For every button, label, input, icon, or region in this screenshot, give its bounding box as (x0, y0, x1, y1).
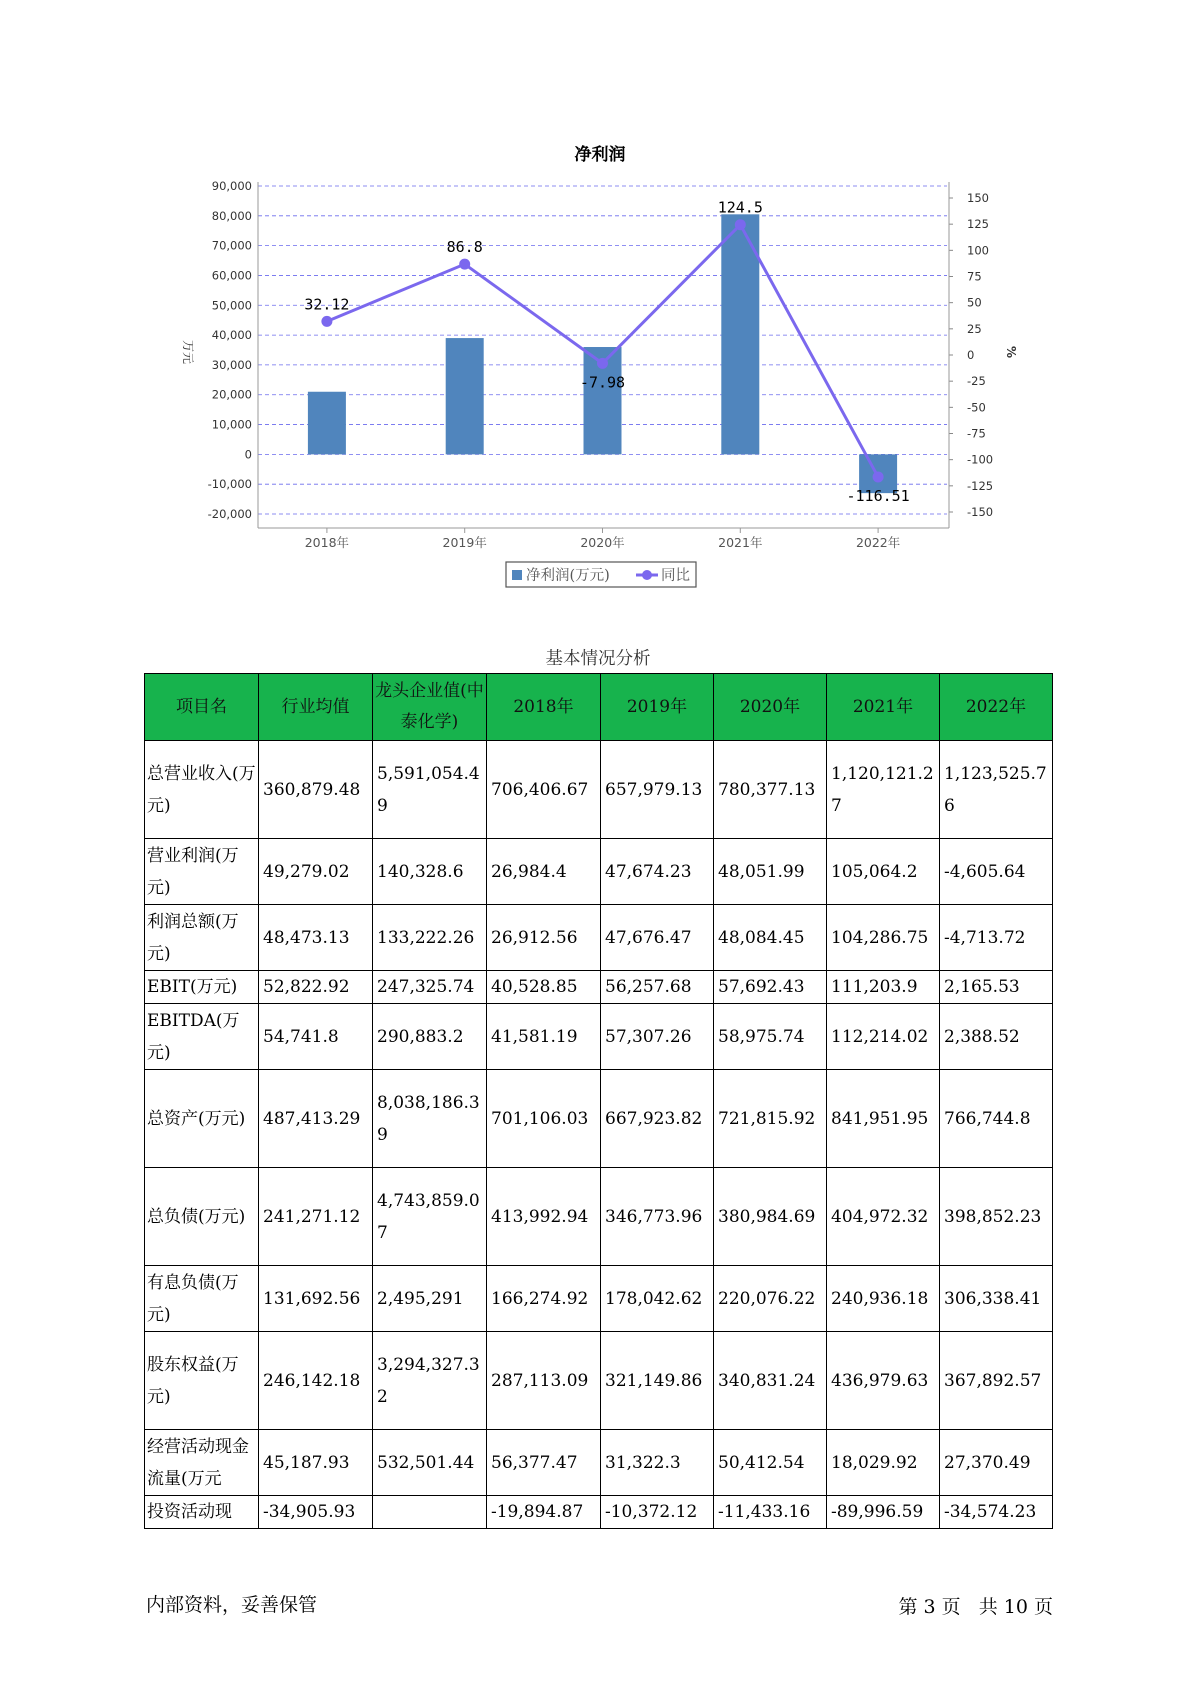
table-row (145, 905, 1053, 971)
table-row (145, 1168, 1053, 1266)
net-profit-chart (0, 0, 1191, 600)
footer-page-number: 第 3 页 共 10 页 (898, 1596, 1053, 1618)
yoy-point (459, 259, 470, 270)
table-cell: 841,951.95 (827, 1070, 940, 1168)
table-cell: 766,744.8 (940, 1070, 1053, 1168)
table-cell: 49,279.02 (259, 839, 373, 905)
y2-tick-label: -50 (967, 400, 986, 415)
table-header-cell: 龙头企业值(中泰化学) (373, 674, 487, 741)
table-header-cell: 2019年 (601, 674, 714, 741)
table-cell: 290,883.2 (373, 1004, 487, 1070)
table-cell: 2,165.53 (940, 971, 1053, 1004)
table-row (145, 971, 1053, 1004)
table-cell: 1,120,121.27 (827, 741, 940, 839)
table-cell: 48,051.99 (714, 839, 827, 905)
y-tick-label: 20,000 (211, 387, 252, 402)
yoy-data-label: 86.8 (446, 238, 483, 257)
row-label-cell: 投资活动现 (145, 1496, 259, 1529)
table-cell: 57,307.26 (601, 1004, 714, 1070)
table-cell: -89,996.59 (827, 1496, 940, 1529)
row-label-cell: EBITDA(万元) (145, 1004, 259, 1070)
table-cell: 2,388.52 (940, 1004, 1053, 1070)
x-tick-label: 2018年 (304, 535, 350, 550)
table-header-cell: 行业均值 (259, 674, 373, 741)
table-cell: -34,905.93 (259, 1496, 373, 1529)
y2-tick-label: 150 (967, 191, 989, 205)
y2-tick-label: -100 (967, 452, 994, 467)
table-cell: -11,433.16 (714, 1496, 827, 1529)
table-cell: 4,743,859.07 (373, 1168, 487, 1266)
chart-title: 净利润 (574, 145, 626, 165)
y2-tick-label: -150 (967, 505, 994, 519)
table-cell: 48,084.45 (714, 905, 827, 971)
table-cell: 47,674.23 (601, 839, 714, 905)
table-cell: 721,815.92 (714, 1070, 827, 1168)
table-cell: 166,274.92 (487, 1266, 601, 1332)
table-cell: 18,029.92 (827, 1430, 940, 1496)
table-cell: 26,912.56 (487, 905, 601, 971)
table-cell: 667,923.82 (601, 1070, 714, 1168)
table-cell: 104,286.75 (827, 905, 940, 971)
legend-swatch-bar (512, 570, 522, 580)
table-cell: 287,113.09 (487, 1332, 601, 1430)
table-cell: 398,852.23 (940, 1168, 1053, 1266)
table-cell: 111,203.9 (827, 971, 940, 1004)
y2-tick-label: 50 (967, 295, 982, 310)
table-header-cell: 2018年 (487, 674, 601, 741)
table-cell: 241,271.12 (259, 1168, 373, 1266)
table-cell: 487,413.29 (259, 1070, 373, 1168)
basic-analysis-table (144, 673, 1053, 1529)
table-cell: 346,773.96 (601, 1168, 714, 1266)
table-cell: 5,591,054.49 (373, 741, 487, 839)
table-cell: 306,338.41 (940, 1266, 1053, 1332)
y-tick-label: 30,000 (211, 357, 252, 372)
table-cell: 706,406.67 (487, 741, 601, 839)
table-row (145, 1496, 1053, 1529)
y2-tick-label: -125 (967, 478, 994, 493)
x-tick-label: 2022年 (855, 535, 901, 550)
table-row (145, 1430, 1053, 1496)
table-cell: 3,294,327.32 (373, 1332, 487, 1430)
table-cell: 404,972.32 (827, 1168, 940, 1266)
table-cell: 436,979.63 (827, 1332, 940, 1430)
yoy-point (873, 471, 884, 482)
table-cell: 27,370.49 (940, 1430, 1053, 1496)
table-cell: 413,992.94 (487, 1168, 601, 1266)
table-cell: 532,501.44 (373, 1430, 487, 1496)
table-row (145, 1266, 1053, 1332)
row-label-cell: 总资产(万元) (145, 1070, 259, 1168)
yoy-point (735, 219, 746, 230)
table-row (145, 1004, 1053, 1070)
table-cell: 657,979.13 (601, 741, 714, 839)
table-cell: 56,257.68 (601, 971, 714, 1004)
row-label-cell: 利润总额(万元) (145, 905, 259, 971)
row-label-cell: 总营业收入(万元) (145, 741, 259, 839)
yoy-data-label: 32.12 (304, 295, 350, 314)
row-label-cell: EBIT(万元) (145, 971, 259, 1004)
y2-tick-label: -25 (967, 374, 986, 389)
table-cell: 8,038,186.39 (373, 1070, 487, 1168)
table-cell: 52,822.92 (259, 971, 373, 1004)
table-cell: 57,692.43 (714, 971, 827, 1004)
table-cell: 58,975.74 (714, 1004, 827, 1070)
y2-tick-label: 75 (967, 269, 982, 284)
table-row (145, 1070, 1053, 1168)
bar-net-profit (308, 392, 346, 455)
table-header-cell: 2022年 (940, 674, 1053, 741)
y-tick-label: 70,000 (211, 238, 252, 253)
table-cell: 367,892.57 (940, 1332, 1053, 1430)
y-tick-label: 90,000 (211, 179, 252, 193)
table-cell: 380,984.69 (714, 1168, 827, 1266)
table-cell: 50,412.54 (714, 1430, 827, 1496)
legend-swatch-point (642, 570, 652, 580)
row-label-cell: 营业利润(万元) (145, 839, 259, 905)
table-cell: 54,741.8 (259, 1004, 373, 1070)
yoy-data-label: -116.51 (846, 486, 910, 505)
table-cell (373, 1496, 487, 1529)
yoy-data-label: 124.5 (717, 198, 763, 217)
table-cell: 360,879.48 (259, 741, 373, 839)
legend-label-yoy: 同比 (661, 568, 690, 584)
y-tick-label: 0 (244, 447, 252, 462)
x-tick-label: 2019年 (442, 535, 487, 550)
table-cell: 247,325.74 (373, 971, 487, 1004)
footer-confidential-note: 内部资料，妥善保管 (146, 1594, 318, 1616)
y-tick-label: -20,000 (207, 507, 252, 521)
row-label-cell: 经营活动现金流量(万元 (145, 1430, 259, 1496)
x-tick-label: 2020年 (580, 535, 625, 550)
y2-axis-label: % (1004, 345, 1018, 359)
row-label-cell: 有息负债(万元) (145, 1266, 259, 1332)
y-tick-label: -10,000 (207, 477, 252, 492)
row-label-cell: 股东权益(万元) (145, 1332, 259, 1430)
table-cell: 133,222.26 (373, 905, 487, 971)
y-tick-label: 60,000 (211, 268, 252, 283)
table-cell: 45,187.93 (259, 1430, 373, 1496)
table-cell: 31,322.3 (601, 1430, 714, 1496)
table-cell: -10,372.12 (601, 1496, 714, 1529)
table-row (145, 1332, 1053, 1430)
table-cell: 56,377.47 (487, 1430, 601, 1496)
table-cell: 105,064.2 (827, 839, 940, 905)
yoy-point (321, 316, 332, 327)
y-tick-label: 50,000 (211, 298, 252, 313)
table-caption: 基本情况分析 (545, 649, 651, 669)
table-header-cell: 2021年 (827, 674, 940, 741)
y2-tick-label: 100 (967, 243, 989, 258)
table-cell: 240,936.18 (827, 1266, 940, 1332)
table-cell: 246,142.18 (259, 1332, 373, 1430)
table-cell: 701,106.03 (487, 1070, 601, 1168)
table-cell: -19,894.87 (487, 1496, 601, 1529)
y-tick-label: 10,000 (211, 417, 252, 432)
chart-legend (506, 562, 696, 587)
y2-tick-label: 0 (967, 348, 975, 362)
chart-bars (308, 214, 897, 493)
table-cell: 780,377.13 (714, 741, 827, 839)
row-label-cell: 总负债(万元) (145, 1168, 259, 1266)
yoy-point (597, 358, 608, 369)
table-cell: 178,042.62 (601, 1266, 714, 1332)
table-cell: 112,214.02 (827, 1004, 940, 1070)
bar-net-profit (446, 338, 484, 454)
yoy-data-label: -7.98 (579, 373, 626, 392)
table-cell: -34,574.23 (940, 1496, 1053, 1529)
table-header-cell: 2020年 (714, 674, 827, 741)
table-cell: 48,473.13 (259, 905, 373, 971)
x-tick-label: 2021年 (718, 535, 763, 550)
table-cell: 140,328.6 (373, 839, 487, 905)
table-cell: 40,528.85 (487, 971, 601, 1004)
y-tick-label: 40,000 (211, 328, 252, 343)
table-cell: 2,495,291 (373, 1266, 487, 1332)
y-axis-label: 万元 (181, 339, 195, 365)
y-tick-label: 80,000 (211, 208, 252, 223)
table-cell: 41,581.19 (487, 1004, 601, 1070)
table-cell: -4,713.72 (940, 905, 1053, 971)
table-header-cell: 项目名 (145, 674, 259, 741)
table-cell: 340,831.24 (714, 1332, 827, 1430)
table-cell: 1,123,525.76 (940, 741, 1053, 839)
table-cell: 47,676.47 (601, 905, 714, 971)
table-cell: 321,149.86 (601, 1332, 714, 1430)
y2-tick-label: 125 (967, 217, 989, 232)
y2-tick-label: 25 (967, 321, 982, 336)
table-cell: 26,984.4 (487, 839, 601, 905)
table-header-row (145, 674, 1053, 741)
table-cell: 220,076.22 (714, 1266, 827, 1332)
y2-tick-label: -75 (967, 426, 986, 441)
table-cell: -4,605.64 (940, 839, 1053, 905)
legend-label-net-profit: 净利润(万元) (526, 568, 610, 584)
table-row (145, 839, 1053, 905)
table-row (145, 741, 1053, 839)
table-cell: 131,692.56 (259, 1266, 373, 1332)
